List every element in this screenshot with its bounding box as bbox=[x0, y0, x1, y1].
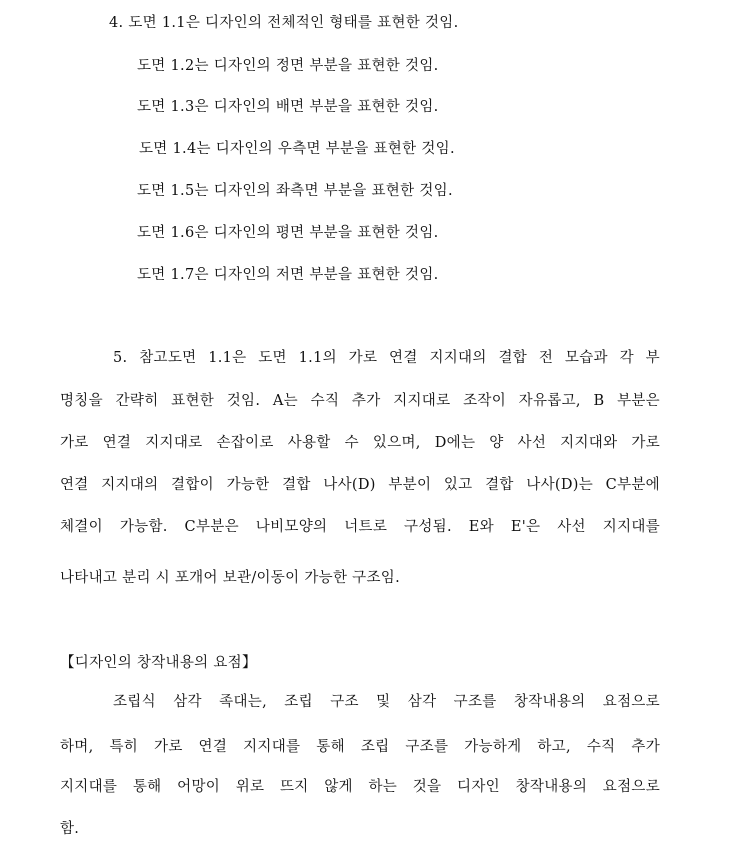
item5-line-3: 가로 연결 지지대로 손잡이로 사용할 수 있으며, D에는 양 사선 지지대와 가로 bbox=[60, 435, 660, 451]
item5-line-6: 나타내고 분리 시 포개어 보관/이동이 가능한 구조임. bbox=[60, 570, 400, 586]
section-line-1: 조립식 삼각 족대는, 조립 구조 및 삼각 구조를 창작내용의 요점으로 bbox=[113, 694, 660, 710]
item4-line-1: 4. 도면 1.1은 디자인의 전체적인 형태를 표현한 것임. bbox=[109, 15, 459, 31]
item4-line-4: 도면 1.4는 디자인의 우측면 부분을 표현한 것임. bbox=[139, 141, 455, 157]
item4-line-2: 도면 1.2는 디자인의 정면 부분을 표현한 것임. bbox=[137, 58, 439, 74]
section-line-3: 지지대를 통해 어망이 위로 뜨지 않게 하는 것을 디자인 창작내용의 요점으로 bbox=[60, 779, 660, 795]
item4-line-5: 도면 1.5는 디자인의 좌측면 부분을 표현한 것임. bbox=[137, 183, 453, 199]
section-heading: 【디자인의 창작내용의 요점】 bbox=[60, 655, 257, 671]
item4-line-6: 도면 1.6은 디자인의 평면 부분을 표현한 것임. bbox=[137, 225, 439, 241]
section-line-2: 하며, 특히 가로 연결 지지대를 통해 조립 구조를 가능하게 하고, 수직 추가 bbox=[60, 739, 660, 755]
section-line-4: 함. bbox=[60, 821, 80, 837]
item5-line-2: 명칭을 간략히 표현한 것임. A는 수직 추가 지지대로 조작이 자유롭고, B 부분은 bbox=[60, 393, 660, 409]
item5-line-4: 연결 지지대의 결합이 가능한 결합 나사(D) 부분이 있고 결합 나사(D)는 C부분에 bbox=[60, 477, 660, 493]
item5-line-1: 5. 참고도면 1.1은 도면 1.1의 가로 연결 지지대의 결합 전 모습과 각 부 bbox=[113, 350, 660, 366]
item5-line-5: 체결이 가능함. C부분은 나비모양의 너트로 구성됨. E와 E'은 사선 지지대를 bbox=[60, 519, 660, 535]
item4-line-7: 도면 1.7은 디자인의 저면 부분을 표현한 것임. bbox=[137, 267, 439, 283]
item4-line-3: 도면 1.3은 디자인의 배면 부분을 표현한 것임. bbox=[137, 99, 439, 115]
